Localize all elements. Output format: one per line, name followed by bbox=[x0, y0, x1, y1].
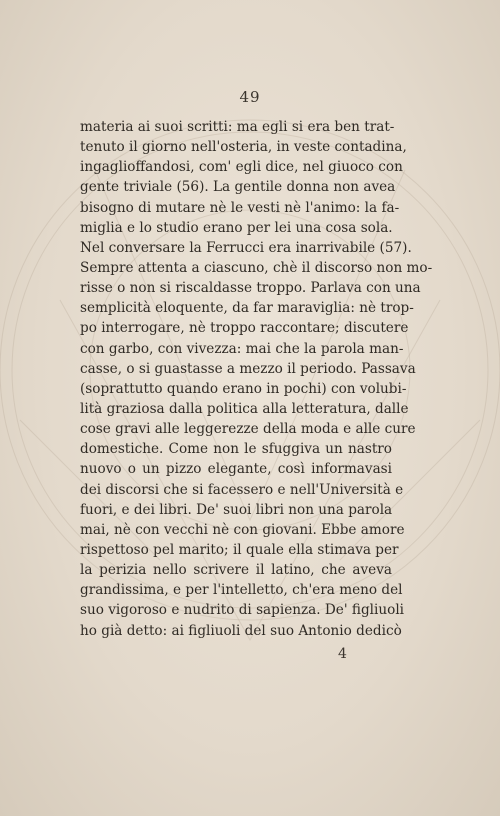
text-line: (soprattutto quando erano in pochi) con volubi- bbox=[80, 380, 407, 397]
text-line: con garbo, con vivezza: mai che la parola man- bbox=[80, 340, 404, 357]
text-line: bisogno di mutare nè le vesti nè l'animo: la fa- bbox=[80, 199, 400, 216]
text-line: tenuto il giorno nell'osteria, in veste contadina, bbox=[80, 139, 407, 156]
text-line: rispettoso pel marito; il quale ella stimava per bbox=[80, 541, 399, 558]
text-line: suo vigoroso e nudrito di sapienza. De' figliuoli bbox=[80, 602, 405, 619]
text-line: grandissima, e per l'intelletto, ch'era meno del bbox=[80, 582, 403, 599]
text-line: Nel conversare la Ferrucci era inarrivabile (57). bbox=[80, 239, 412, 256]
text-line: lità graziosa dalla politica alla letteratura, dalle bbox=[80, 400, 409, 417]
text-line: materia ai suoi scritti: ma egli si era ben trat- bbox=[80, 119, 395, 135]
text-line: la perizia nello scrivere il latino, che aveva bbox=[80, 562, 392, 579]
page-number: 49 bbox=[239, 88, 261, 106]
text-line: cose gravi alle leggerezze della moda e alle cure bbox=[80, 421, 416, 438]
text-line: po interrogare, nè troppo raccontare; discutere bbox=[80, 320, 409, 337]
text-line: risse o non si riscaldasse troppo. Parlava con una bbox=[80, 280, 421, 297]
signature-mark: 4 bbox=[338, 646, 347, 662]
text-line: dei discorsi che si facessero e nell'Università e bbox=[80, 481, 404, 498]
text-line: ingaglioffandosi, com' egli dice, nel giuoco con bbox=[80, 159, 403, 176]
text-line: ho già detto: ai figliuoli del suo Antonio dedicò bbox=[80, 622, 402, 639]
text-line: fuori, e dei libri. De' suoi libri non una parola bbox=[80, 501, 393, 518]
text-line: Sempre attenta a ciascuno, chè il discorso non mo- bbox=[80, 259, 433, 276]
text-line: miglia e lo studio erano per lei una cosa sola. bbox=[80, 219, 393, 236]
text-line: domestiche. Come non le sfuggiva un nastro bbox=[80, 441, 392, 458]
text-line: gente triviale (56). La gentile donna non avea bbox=[80, 179, 396, 196]
text-line: semplicità eloquente, da far maraviglia: nè trop- bbox=[80, 300, 414, 317]
body-text bbox=[80, 117, 433, 641]
text-line: mai, nè con vecchi nè con giovani. Ebbe amore bbox=[80, 521, 405, 538]
text-line: nuovo o un pizzo elegante, così informavasi bbox=[80, 461, 392, 478]
text-line: casse, o si guastasse a mezzo il periodo. Passava bbox=[80, 360, 416, 377]
